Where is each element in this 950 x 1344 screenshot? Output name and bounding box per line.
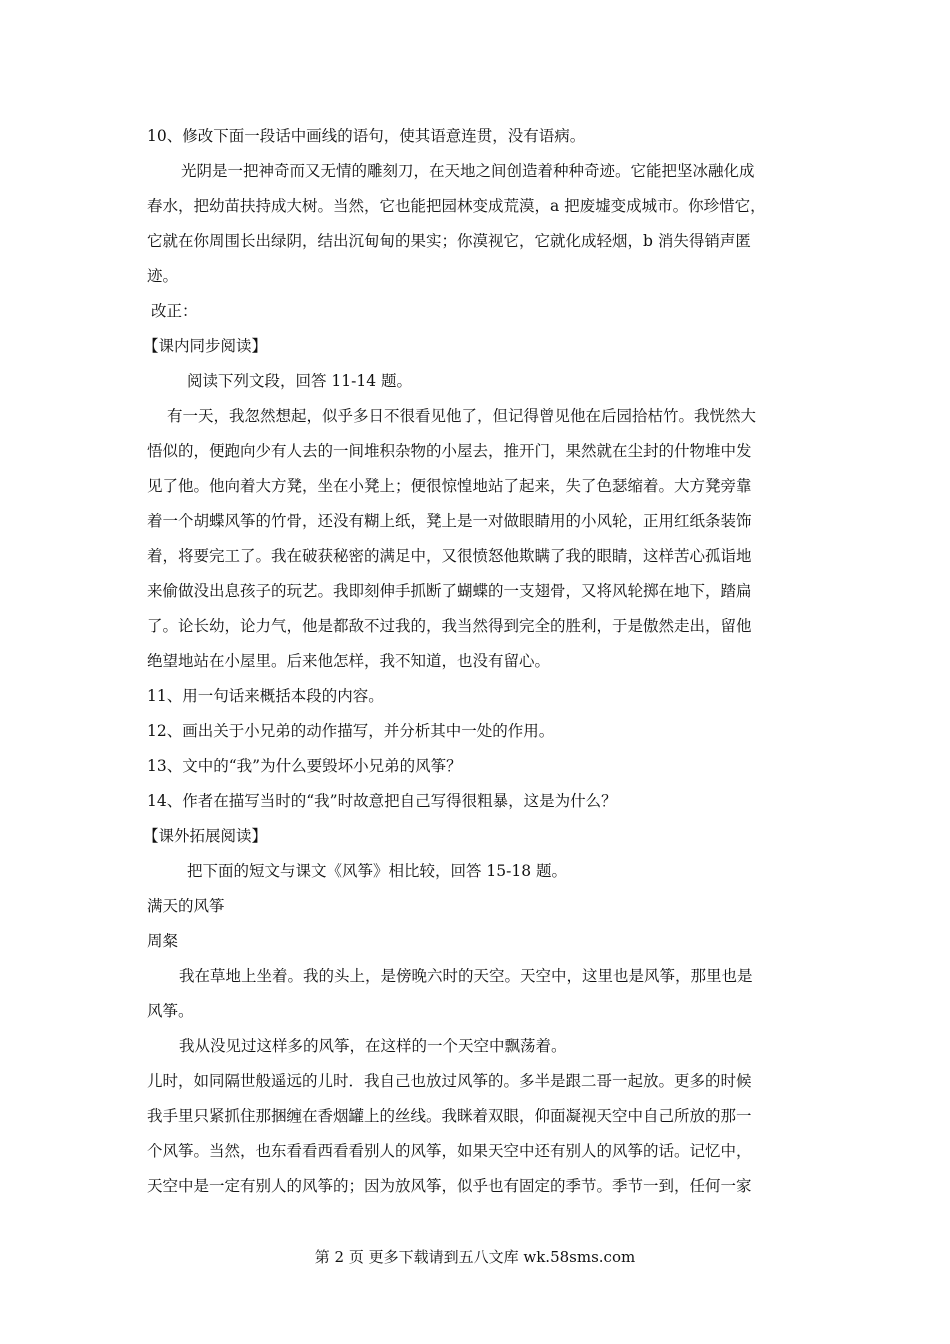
article-author: 周粲 — [147, 932, 179, 950]
question-10-prompt: 10、修改下面一段话中画线的语句，使其语意连贯，没有语病。 — [147, 127, 586, 145]
q10-text-line: 春水，把幼苗扶持成大树。当然，它也能把园林变成荒漠，a 把废墟变成城市。你珍惜它， — [147, 197, 766, 215]
passage-line: 着一个胡蝶风筝的竹骨，还没有糊上纸，凳上是一对做眼睛用的小风轮，正用红纸条装饰 — [147, 512, 752, 530]
q10-answer-label: 改正： — [151, 302, 198, 320]
q10-text-line: 迹。 — [147, 267, 179, 285]
section-heading-extra: 【课外拓展阅读】 — [143, 827, 268, 845]
article-line: 风筝。 — [147, 1002, 194, 1020]
extra-intro: 把下面的短文与课文《风筝》相比较，回答 15-18 题。 — [187, 862, 568, 880]
passage-line: 有一天，我忽然想起，似乎多日不很看见他了，但记得曾见他在后园拾枯竹。我恍然大 — [167, 407, 757, 425]
passage-line: 悟似的，便跑向少有人去的一间堆积杂物的小屋去，推开门，果然就在尘封的什物堆中发 — [147, 442, 752, 460]
page-footer: 第 2 页 更多下载请到五八文库 wk.58sms.com — [314, 1248, 636, 1266]
question-11: 11、用一句话来概括本段的内容。 — [147, 687, 384, 705]
passage-line: 来偷做没出息孩子的玩艺。我即刻伸手抓断了蝴蝶的一支翅骨，又将风轮掷在地下，踏扁 — [147, 582, 752, 600]
in-class-intro: 阅读下列文段，回答 11-14 题。 — [187, 372, 413, 390]
passage-line: 了。论长幼，论力气，他是都敌不过我的，我当然得到完全的胜利，于是傲然走出，留他 — [147, 617, 752, 635]
article-line: 我手里只紧抓住那捆缠在香烟罐上的丝线。我眯着双眼，仰面凝视天空中自己所放的那一 — [147, 1107, 752, 1125]
question-12: 12、画出关于小兄弟的动作描写，并分析其中一处的作用。 — [147, 722, 555, 740]
article-line: 儿时，如同隔世般遥远的儿时．我自己也放过风筝的。多半是跟二哥一起放。更多的时候 — [147, 1072, 752, 1090]
q10-text-line: 光阴是一把神奇而又无情的雕刻刀，在天地之间创造着种种奇迹。它能把坚冰融化成 — [181, 162, 755, 180]
article-line: 我在草地上坐着。我的头上，是傍晚六时的天空。天空中，这里也是风筝，那里也是 — [179, 967, 753, 985]
article-line: 个风筝。当然，也东看看西看看别人的风筝，如果天空中还有别人的风筝的话。记忆中， — [147, 1142, 752, 1160]
article-line: 我从没见过这样多的风筝，在这样的一个天空中飘荡着。 — [179, 1037, 567, 1055]
article-title: 满天的风筝 — [147, 897, 225, 915]
passage-line: 着，将要完工了。我在破获秘密的满足中，又很愤怒他欺瞒了我的眼睛，这样苦心孤诣地 — [147, 547, 752, 565]
q10-text-line: 它就在你周围长出绿阴，结出沉甸甸的果实；你漠视它，它就化成轻烟，b 消失得销声匿 — [147, 232, 751, 250]
question-13: 13、文中的“我”为什么要毁坏小兄弟的风筝？ — [147, 757, 462, 775]
question-14: 14、作者在描写当时的“我”时故意把自己写得很粗暴，这是为什么？ — [147, 792, 617, 810]
section-heading-in-class: 【课内同步阅读】 — [143, 337, 268, 355]
article-line: 天空中是一定有别人的风筝的；因为放风筝，似乎也有固定的季节。季节一到，任何一家 — [147, 1177, 752, 1195]
passage-line: 绝望地站在小屋里。后来他怎样，我不知道，也没有留心。 — [147, 652, 551, 670]
passage-line: 见了他。他向着大方凳，坐在小凳上；便很惊惶地站了起来，失了色瑟缩着。大方凳旁靠 — [147, 477, 752, 495]
